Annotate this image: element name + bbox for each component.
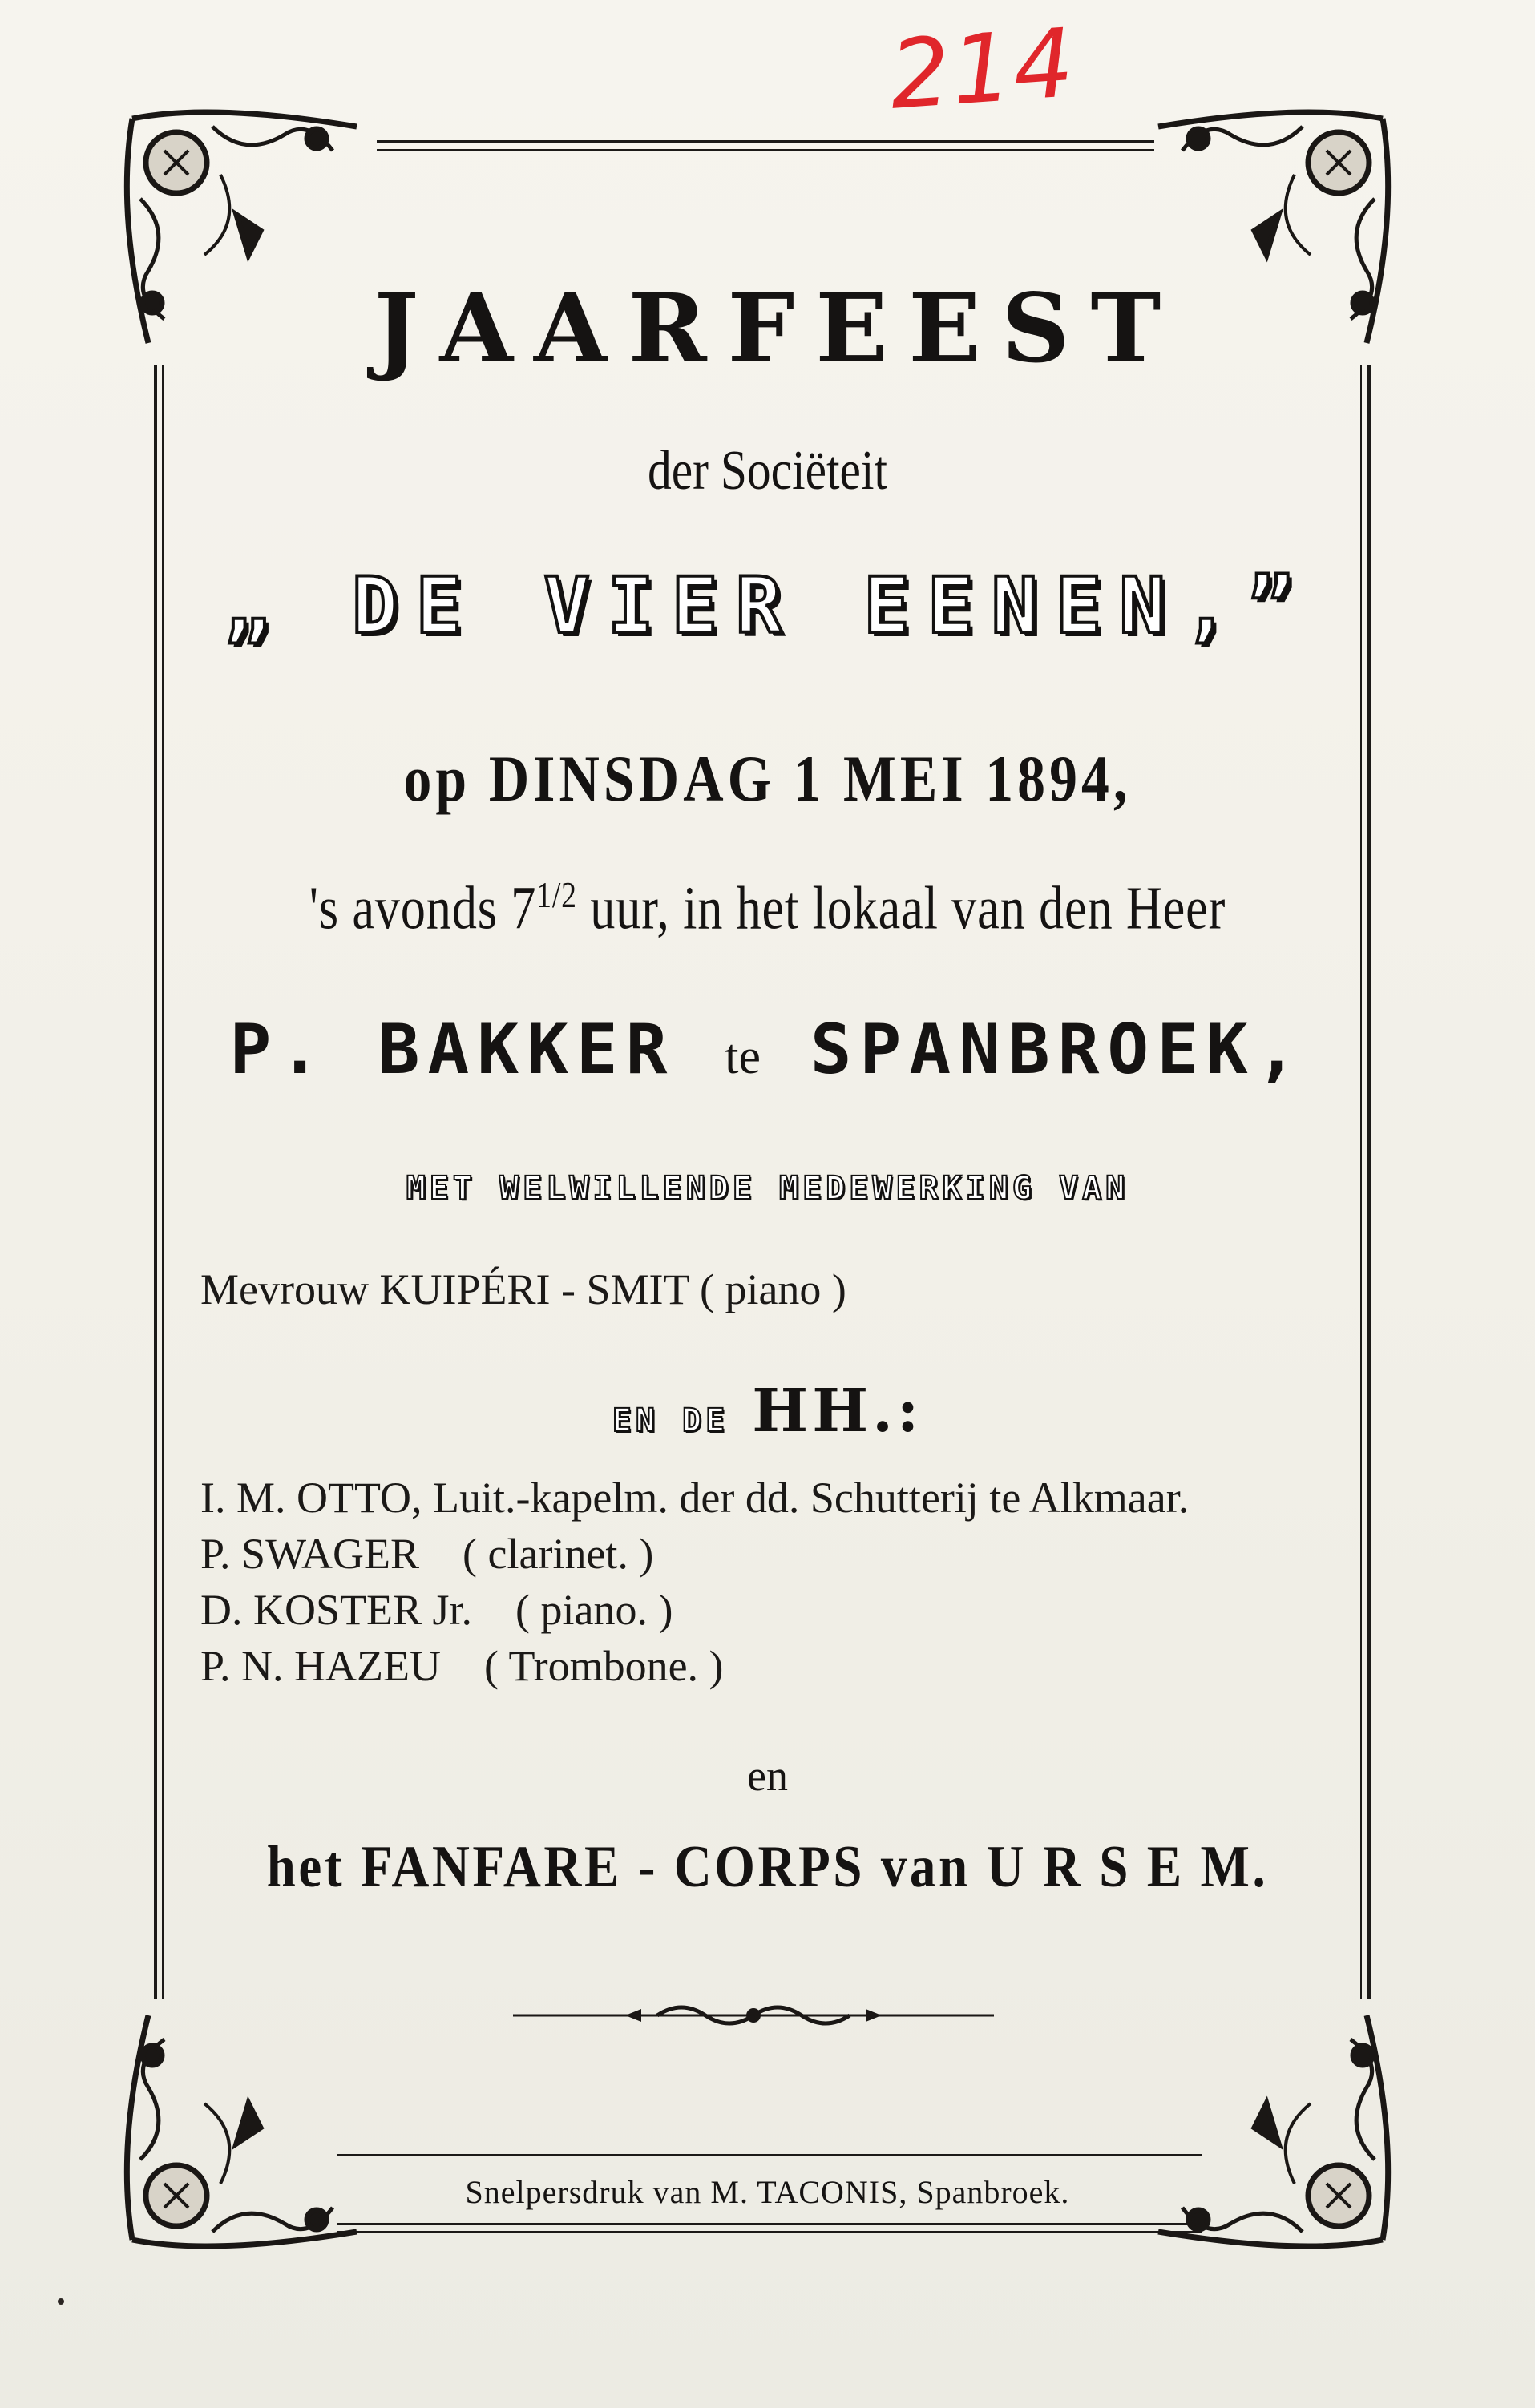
corner-ornament-icon — [1150, 2007, 1399, 2256]
frame-bottom-rule-2 — [337, 2223, 1202, 2225]
member-line: I. M. OTTO, Luit.-kapelm. der dd. Schutterij te Alkmaar. — [200, 1474, 1190, 1522]
frame-bottom-rule — [337, 2154, 1202, 2156]
host-place: SPANBROEK, — [810, 1010, 1306, 1090]
member-line: P. SWAGER ( clarinet. ) — [200, 1530, 654, 1578]
member-line: D. KOSTER Jr. ( piano. ) — [200, 1586, 673, 1634]
time-suffix: uur, in het lokaal van den Heer — [576, 874, 1226, 942]
en-de-label: EN DE — [612, 1402, 729, 1439]
handwritten-number: 214 — [886, 7, 1079, 131]
paper-speck — [58, 2298, 64, 2305]
en-de-line — [0, 1377, 1535, 1446]
host-line — [0, 1010, 1535, 1090]
time-prefix: 's avonds 7 — [309, 874, 537, 942]
time-line — [138, 873, 1396, 943]
time-fraction: 1/2 — [536, 874, 577, 915]
society-line: der Sociëteit — [647, 440, 888, 502]
cooperation-line: MET WELWILLENDE MEDEWERKING VAN — [406, 1170, 1129, 1207]
frame-top-rule — [377, 140, 1154, 143]
divider-ornament-icon — [513, 1995, 994, 2035]
member-line: P. N. HAZEU ( Trombone. ) — [200, 1642, 724, 1690]
host-name: P. BAKKER — [229, 1010, 676, 1090]
poster-title: JAARFEEST — [374, 272, 1182, 384]
fanfare-line: het FANFARE - CORPS van U R S E M. — [266, 1834, 1269, 1900]
corner-ornament-icon — [116, 2007, 365, 2256]
society-name: „ DE VIER EENEN,” — [224, 561, 1311, 651]
mevrouw-line: Mevrouw KUIPÉRI - SMIT ( piano ) — [200, 1265, 846, 1313]
host-te: te — [725, 1030, 761, 1084]
date-line: op DINSDAG 1 MEI 1894, — [403, 742, 1132, 815]
hh-label: HH.: — [752, 1377, 923, 1446]
printer-line: Snelpersdruk van M. TACONIS, Spanbroek. — [465, 2174, 1070, 2210]
frame-bottom-rule-3 — [337, 2231, 1202, 2233]
en-line: en — [747, 1752, 788, 1800]
frame-top-rule-inner — [377, 149, 1154, 151]
